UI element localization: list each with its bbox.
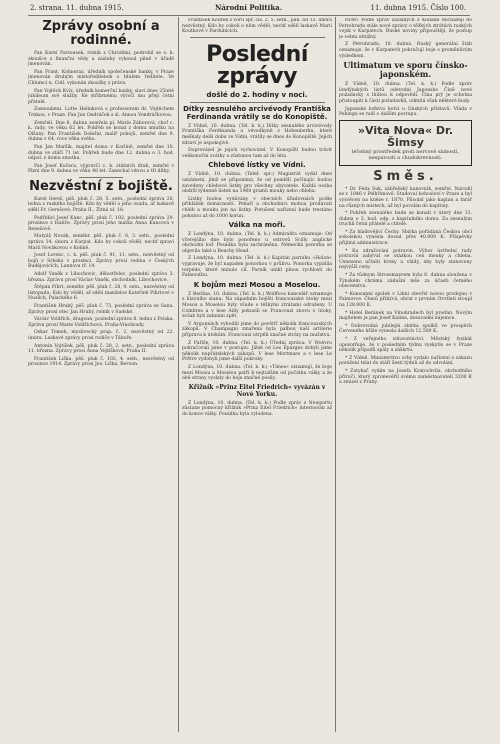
article-paragraph: * Konsumní spolek v Libni otevřel novou prodejnu v Palmovce. Členů přibývá, obrat v prvním čtvrtletí stoupl na 128.000 K.	[339, 291, 472, 308]
article-paragraph: Pan Karel Pavlousek, rolník z Chrudimi, podrobil se s. k. zkoušce z finanční vědy a zásluhy vykonal pilně v úřadě jmenován.	[28, 51, 174, 68]
column-2	[182, 18, 332, 734]
article-heading-cruiser: Křižník »Prinz Eitel Friedrich« vyvázán v Nové Yorku.	[188, 383, 326, 398]
notice-paragraph: Josef Lorenc, c. k. pěš. pluk č. 91, 11. setn., nezvěstný od bojů v Srbsku v prosinci. Zprávy prosí rodina v Českých Budějovicích, Lannova tř. 14.	[28, 253, 174, 270]
column-1	[28, 18, 174, 734]
notice-paragraph: František Liška, pěš. pluk č. 102, 4. setn., nezvěstný od prosince 1914. Zprávy prosí Jos. Liška, Beroun.	[28, 356, 174, 368]
article-paragraph: * Pohřeb zesnulého bude se konati v úterý dne 13. dubna o 3. hod. odp. z kapitulního domu. Za zesnulým truchlí četní přátelé a ctitelé.	[339, 211, 472, 228]
article-paragraph: Z Petrohradu, 10. dubna. Ruský generální štáb oznamuje, že v Karpatech pokračují boje s proměnlivým výsledkem.	[339, 42, 472, 59]
column-divider-2	[335, 17, 336, 732]
article-paragraph: Z Vídně, 10. dubna. (Tel. k. k.) Dítky zesnulého arcivévody Františka Ferdinanda a vévodkyně z Hohenberku, které meškaly delší dobu ve Vídni, vrátily se dnes do Konopiště. Jejich zdraví je uspokojivé.	[182, 123, 332, 146]
article-heading-china-japan: Ultimatum ve sporu čínsko-japonském.	[343, 60, 468, 80]
article-paragraph: Zemřeli. Dne 8. dubna zemřela pí. Marie Záhorová, choť c. k. rady, ve věku 62 let. Pohřeb se konal z domu smutku na Olšany. Pan František Doležal, malíř pokojů, zemřel dne 9. dubna v 64. roce věku svého.	[28, 120, 174, 143]
article-paragraph: Zasnoubení. Lotte Helmková s professorem dr. Vojtěchem Trnkou, v Praze. Pan Jan Ondráček s sl. Annou Vondráčkovou.	[28, 107, 174, 118]
advertisement-box	[339, 120, 472, 166]
notice-paragraph: Adolf Vaněk z Libochovic, dělostřelec, poslední zpráva 3. března. Zprávu prosí Václav Vaněk, obchodník, Libochovice.	[28, 272, 174, 283]
article-paragraph: * Zatykač vydán na Josefa Kratochvíla, obchodního příručí, který zpronevěřil svému zaměstnavateli 3200 K a zmizel z Prahy.	[339, 368, 472, 386]
ad-title-left: »Vita Nova«	[357, 123, 433, 137]
article-paragraph: Z Londýna, 10. dubna. (Tel. k. k.) Admiralita oznamuje: Od včerejšího dne bylo ponořeno u ostrovů Scilly anglické obchodní loď. Posádka byla zachráněna. Německá ponorka se objevila také u Beachy Head.	[182, 232, 332, 254]
section-heading-personal: Zprávy osobní a rodinné.	[42, 19, 160, 48]
article-heading-meuse-moselle: K bojům mezi Mosou a Moselou.	[193, 280, 321, 289]
running-head	[0, 2, 500, 14]
article-heading-children: Dítky zesnulého arcivévody Františka Ferdinanda vrátily se do Konopiště.	[183, 104, 331, 121]
notice-paragraph: Matyáš Novák, zeměbr. pěš. pluk č. 8, 3. setn., poslední zpráva 14. února z Karpat. Kdo by cokoli věděl, nechť zpraví Marii Novákovou v Kolíně.	[28, 234, 174, 251]
notice-paragraph: Václav Voldřich, dragoun, poslední zpráva 8. ledna z Polska. Zprávu prosí Marie Voldřichová, Praha-Vinohrady.	[28, 317, 174, 328]
column-3	[339, 18, 472, 734]
latest-news-subheading: došlé do 2. hodiny v noci.	[206, 90, 308, 99]
article-paragraph: Pan Jan Maršík, majitel domu v Karlíně, zemřel dne 10. dubna ve stáří 71 let. Pohřeb bude dne 12. dubna o 3. hod. odpol. z domu smutku.	[28, 144, 174, 162]
ad-subtitle: léčebný prostředek proti nervové slabosti, nespavosti a chudokrevnosti.	[351, 148, 460, 161]
article-paragraph: * Hotel Beránek na Vinohradech byl prodán. Novým majitelem je pan Josef Kalina, dosavadní nájemce.	[339, 310, 472, 322]
latest-news-heading: Poslední zprávy	[206, 41, 308, 89]
article-paragraph: Z Vídně, 10. dubna. (Telef. spr.) Magistrát vydal dnes oznámení, jímž se připomíná, že od pondělí počínajíc budou zavedeny chlebové lístky pro všechny obyvatele. Každá osoba obdrží týdenně lístek na 1960 gramů mouky nebo chleba.	[182, 172, 332, 195]
section-heading-miscellany: Směs.	[373, 168, 438, 184]
running-head-left: 2. strana. 11. dubna 1915.	[30, 4, 124, 12]
notice-paragraph: Štěpán Píhrt, zeměbr. pěš. pluk č. 28, 9. setn., nezvěstný od listopadu. Kdo by věděl, ať sdělí manželce Kateřině Píhrtové v Nuslích, Palackého 6.	[28, 285, 174, 302]
section-divider	[79, 177, 123, 178]
ad-title-right: Dr. Šimsy	[387, 123, 454, 149]
header-rule	[28, 15, 470, 16]
article-paragraph: Pan Frant. Kolmeraz, úředník společenské banky, v Praze jmenován druhým místoředitelem s titulem ředitele. Ve Chlumci n. Cidl. vykonán zkoušky z práva.	[28, 69, 174, 86]
notice-paragraph: Karel Gereš, pěš. pluk č. 28, 5. setn., poslední zpráva 20. ledna z ruského bojiště. Kdo by věděl o jeho osudu, ať laskavě sdělí Fr. Gerešové, Praha II., Žitná ul. 18.	[28, 196, 174, 214]
article-paragraph: * Dr. Felix Suk, zábřežský kanovník, zemřel. Narodil se r. 1846 v Pelhřimově. Studoval bohosloví v Praze a byl vysvěcen na kněze r. 1870. Působil jako kaplan a farář na různých místech, až byl povolán do kapituly.	[339, 186, 472, 209]
article-paragraph: richt« Podle zpráv zaslaných z Kodaně docházejí do Petrohradu stále nové zprávy o těžkých ztrátách ruských vojsk v Karpatech. Ruské noviny připouštějí, že postup je velmi obtížný.	[339, 18, 472, 40]
article-paragraph: * Za tůdnym Strossmayrem byla 8. dubna sloužena v Týnském chrámu zádušní mše za účasti četného obecenstva.	[339, 273, 472, 290]
article-paragraph: Z Londýna, 10. dubna. (Tel. k. k.) Kapitán parníku »Holon« vypravuje, že byl napaden ponorkou v průlivu. Ponorka vypálila torpédo, které minulo cíl. Parník unikl plnou rychlostí do Falmouthu.	[182, 256, 332, 279]
column-divider-1	[178, 17, 179, 732]
section-divider	[190, 37, 325, 38]
notice-paragraph: František Hrubý, pěš. pluk č. 73, poslední zpráva ze Sanu. Zprávy prosí otec Jan Hrubý, rolník v Sadské.	[28, 303, 174, 315]
article-paragraph: Pan Vojtěch Kvíz, úředník komerční banky, slaví dnes 25leté jubileum své služby. Ke stříbrnému výročí mu přejí četní přátelé.	[28, 88, 174, 105]
notice-paragraph: Antonín Vojtíšek, pěš. pluk č. 28, 2. setn., poslední zpráva 11. března. Zprávy prosí Anna Vojtíšková, Praha II.	[28, 343, 174, 355]
notice-paragraph: František Koutek z voru spr. čís. 2, 5. setn., pan. od 13. února nezvěstný. Kdo by cokoli o něm věděl, nechť sdělí laskavě Marii Koutkové v Pardubicích.	[182, 18, 332, 35]
notice-paragraph: Podřídíci Josef Kunc, pěš. pluk č. 102, poslední zpráva 29. prosince z Haliče. Zprávy prosí jeho matka Anna Kuncová v Benešově.	[28, 215, 174, 232]
running-head-right: 11. dubna 1915. Číslo 100.	[370, 4, 466, 12]
article-paragraph: V Argonnách vyhodili jsme do povětří několik francouzských zákopů. V Champagni zmařena byla palbou naší artilerie příprava k útokům. Francouzi utrpěli značné ztráty na mužstvu.	[182, 321, 332, 338]
article-paragraph: * Za hladovějící Čechy. Sbírka pořádaná Českou obcí sokolskou vynesla dosud přes 40.000 K. Příspěvky přijímá administrace.	[339, 229, 472, 247]
article-paragraph: * Dobrovolná jubilejní sbírka spolků ve prospěch Červeného kříže vynesla dalších 12.500 K.	[339, 323, 472, 335]
section-divider	[190, 102, 325, 103]
article-heading-war-at-sea: Válka na moři.	[228, 221, 286, 230]
article-paragraph: * Z veřejného zdravotnictví. Městský fysikát upozorňuje, že v posledním týdnu vyskytlo se v Praze několik případů spály a záškrtu.	[339, 336, 472, 354]
article-paragraph: Z Londýna, 10. dubna. (Tel. k. k.) »Times« oznamují, že boje mezi Mosou a Moselou patří k nejtužším od počátku války a že obě strany vyslaly do boje značné posily.	[182, 364, 332, 382]
article-paragraph: Z Paříže, 10. dubna. (Tel. k. k.) Úřední zpráva: V Woëvru pokračovali jsme v postupu. Jižně od Les Éparges dobyli jsme několik nepřátelských zákopů. V lese Mortmare a v lese Le Prêtre vydobyli jsme další pokroky.	[182, 340, 332, 363]
running-head-center: Národní Politika.	[215, 3, 283, 12]
section-heading-missing: Nezvěstní z bojiště.	[29, 178, 173, 194]
article-paragraph: * Z Vídně. Ministerstvo orby vydalo nařízení o zákazu porážení telat do stáří šesti týdnů až do odvolání.	[339, 355, 472, 367]
article-paragraph: Z Berlína, 10. dubna. (Tel. k. k.) Wolffova kancelář oznamuje z hlavního stanu: Na západním bojišti francouzské útoky mezi Mosou a Moselou byly všude s těžkými ztrátami odraženy. U Combres a v lese Ailly pokusili se Francouzi znovu o útoky, avšak byli zahnáni zpět.	[182, 291, 332, 320]
article-heading-bread: Chlebové lístky ve Vídni.	[208, 161, 306, 170]
article-paragraph: Japonské loďstvo kotví u čínských přístavů. Vláda v Pekingu se radí o dalším postupu.	[339, 106, 472, 118]
article-paragraph: Z Londýna, 10. dubna. (Tel. k. k.) Podle zpráv z Newportu zůstane pomocný křižník »Prinz Eitel Friedrich« internován až do konce války. Posádka byla vylodena.	[182, 400, 332, 417]
article-paragraph: Pan Josef Kučera, výpravčí c. k. státních drah, zemřel v Plzni dne 9. dubna ve věku 48 let. Zanechal vdovu a tři dítky.	[28, 163, 174, 175]
article-paragraph: Lístky budou vydávány v obecních úřadovnách podle přihlášek domácností. Pekaři a obchodníci mohou prodávati chléb a mouku jen na lístky. Porušení nařízení bude trestáno pokutou až do 1000 korun.	[182, 196, 332, 219]
notice-paragraph: Oskar Tomek, myslivecký prap. č. 2, nezvěstný od 22. února. Laskavé zprávy prosí rodiče v Táboře.	[28, 330, 174, 341]
article-paragraph: Doprovázel je jejich vychovatel. V Konopišti budou trávit velikonoční svátky a zůstanou tam až do léta.	[182, 148, 332, 159]
article-paragraph: * Ku zdražování potravin. Výbor ústřední rady potravní zabýval se otázkou cen mouky a chleba. Usneseno učiniti kroky u vlády, aby byly stanoveny nejvyšší ceny.	[339, 248, 472, 271]
article-paragraph: Z Vídně, 10. dubna. (Tel. k. k.) Podle zpráv londýnských listů odevzdal Japonsko Číně nové požadavky s lhůtou k odpovědi. Čína prý je ochotna přistoupiti k části požadavků, odmítá však některé body.	[339, 82, 472, 104]
